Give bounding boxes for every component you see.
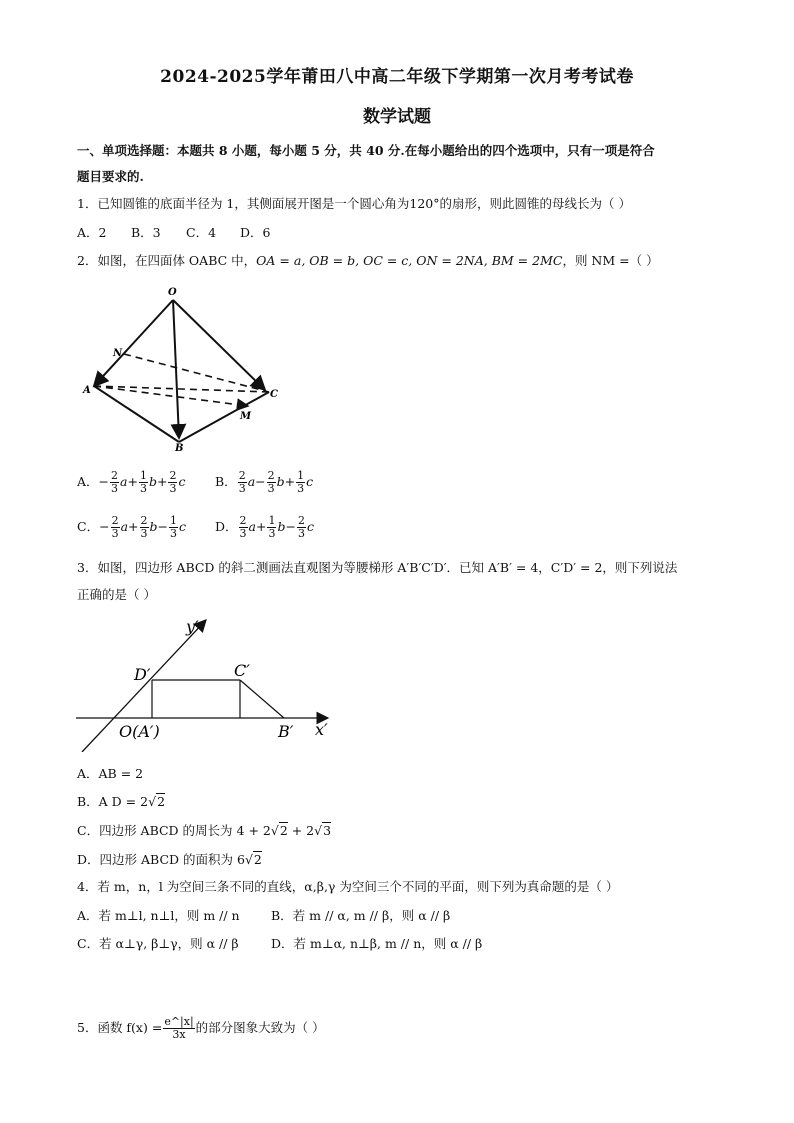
q2-option-d: D． $\frac{2}{3}$ a+ $\frac{1}{3}$ b− $\frac{2}{3}$ c [215,514,314,540]
q4-option-b: B．若 m // α, m // β，则 α // β [271,908,451,923]
q4-option-d: D．若 m⊥α, n⊥β, m // n，则 α // β [271,936,483,951]
q1-stem: 1．已知圆锥的底面半径为 1，其侧面展开图是一个圆心角为120°的扇形，则此圆锥的母线长为（ ） [77,196,631,211]
q1-option-a: A．2 [77,225,107,240]
label-o: O [168,287,177,298]
label-c-prime: C′ [234,661,250,680]
label-y-prime: y′ [186,617,199,636]
q2-stem-math: OA = a, OB = b, OC = c, ON = 2NA, BM = 2MC [256,253,563,268]
q3-trapezoid-figure [74,612,344,752]
q3-option-d: D．四边形 ABCD 的面积为 6√2 [77,852,262,867]
section-intro-line2: 题目要求的. [77,169,144,184]
label-m: M [240,411,252,422]
label-x-prime: x′ [315,720,328,739]
q3-stem-line2: 正确的是（ ） [77,587,156,602]
q2-stem-prefix: 2．如图，在四面体 OABC 中， [77,253,257,268]
label-a: A [83,385,91,396]
edge-ob [173,300,179,438]
q3-stem-line1: 3．如图，四边形 ABCD 的斜二测画法直观图为等腰梯形 A′B′C′D′．已知 A′B′ = 4，C′D′ = 2，则下列说法 [77,560,678,575]
q2-stem-suffix: ，则 NM =（ ） [562,253,659,268]
q5-stem: 5．函数 f(x) = $\frac{e\^{}|x|}{3x}$ 的部分图象大致为（ ） [77,1015,325,1041]
label-b-prime: B′ [278,722,294,741]
q4-stem: 4．若 m，n，l 为空间三条不同的直线，α,β,γ 为空间三个不同的平面，则下列为真命题的是（ ） [77,879,619,894]
q3-option-c: C．四边形 ABCD 的周长为 4 + 2√2 + 2√3 [77,823,332,838]
label-n: N [113,348,123,359]
exam-subtitle: 数学试题 [363,107,431,127]
q2-option-b: B． $\frac{2}{3}$ a− $\frac{2}{3}$ b+ $\frac{1}{3}$ c [215,469,314,495]
q1-option-c: C．4 [186,225,217,240]
edge-oc [173,300,265,390]
q4-option-a: A．若 m⊥l, n⊥l，则 m // n [77,908,240,923]
q2-tetrahedron-figure [80,282,280,457]
q2-option-a: A．− $\frac{2}{3}$ a+ $\frac{1}{3}$ b+ $\frac{2}{3}$ c [77,469,186,495]
label-c: C [270,389,278,400]
edge-ab [94,386,179,442]
label-origin: O(A′) [119,722,160,741]
section-intro-line1: 一、单项选择题：本题共 8 小题，每小题 5 分，共 40 分.在每小题给出的四个选项中，只有一项是符合 [77,143,655,158]
q1-option-d: D．6 [240,225,271,240]
label-b: B [175,443,184,454]
q2-stem [77,252,717,270]
q1-option-b: B．3 [131,225,161,240]
label-d-prime: D′ [134,665,151,684]
q2-option-c: C．− $\frac{2}{3}$ a+ $\frac{2}{3}$ b− $\frac{1}{3}$ c [77,514,187,540]
q3-option-a: A．AB = 2 [77,766,144,781]
edge-oa [94,300,173,386]
q4-option-c: C．若 α⊥γ, β⊥γ，则 α // β [77,936,239,951]
exam-title: 2024-2025学年莆田八中高二年级下学期第一次月考考试卷 [160,67,634,87]
q3-option-b: B．A D = 2√2 [77,794,166,809]
edge-cb [240,680,284,718]
